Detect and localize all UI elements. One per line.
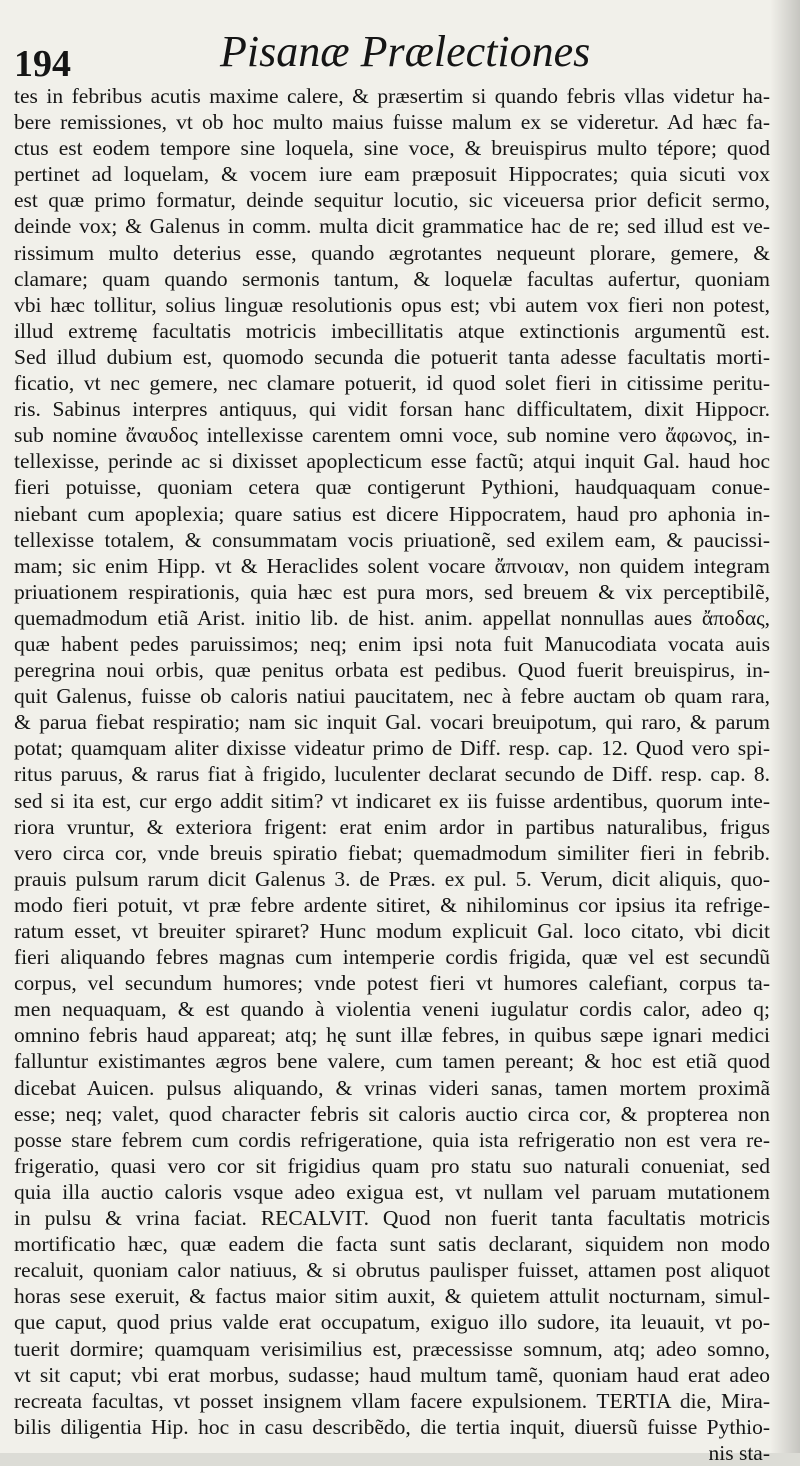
running-title: Pisanæ Prælectiones bbox=[220, 27, 591, 76]
text-line: deinde vox; & Galenus in comm. multa dicit grammatice hac de re; sed illud est ve- bbox=[14, 214, 770, 239]
text-line: est quæ primo formatur, deinde sequitur locutio, sic viceuersa prior deficit sermo, bbox=[14, 188, 770, 213]
text-line: niebant cum apoplexia; quare satius est dicere Hippocratem, haud pro aphonia in- bbox=[14, 501, 770, 526]
text-line: quia illa auctio caloris vsque adeo exigua est, vt nullam vel paruam mutationem bbox=[14, 1179, 770, 1204]
text-line: bilis diligentia Hip. hoc in casu describẽdo, die tertia inquit, diuersũ fuisse Pythio- bbox=[14, 1414, 770, 1439]
text-line: peregrina noui orbis, quæ penitus orbata est pedibus. Quod fuerit breuispirus, in- bbox=[14, 658, 770, 683]
text-line: pertinet ad loquelam, & vocem iure eam præposuit Hippocrates; quia sicuti vox bbox=[14, 162, 770, 187]
text-line: frigeratio, quasi vero cor sit frigidius quam pro statu suo naturali conueniat, sed bbox=[14, 1153, 770, 1178]
text-line: falluntur existimantes ægros bene valere, cum tamen pereant; & hoc est etiã quod bbox=[14, 1049, 770, 1074]
text-line: ctus est eodem tempore sine loquela, sine voce, & breuispirus multo tépore; quod bbox=[14, 136, 770, 161]
text-line: corpus, vel secundum humores; vnde potest fieri vt humores calefiant, corpus ta- bbox=[14, 971, 770, 996]
text-line: illud extremę facultatis motricis imbecillitatis atque extinctionis argumentũ est. bbox=[14, 318, 770, 343]
text-line: rissimum multo deterius esse, quando ægrotantes nequeunt plorare, gemere, & bbox=[14, 240, 770, 265]
body-text bbox=[14, 83, 770, 1466]
text-line: mortificatio hæc, quæ eadem die facta sunt satis declarant, siquidem non modo bbox=[14, 1232, 770, 1257]
page-edge-shadow bbox=[770, 0, 800, 1453]
text-line: priuationem respirationis, quia hæc est pura mors, sed breuem & vix perceptibilẽ, bbox=[14, 579, 770, 604]
text-line: nis sta- bbox=[708, 1440, 770, 1465]
text-line: ficatio, vt nec gemere, nec clamare potuerit, id quod solet fieri in citissime peritu- bbox=[14, 371, 770, 396]
text-line: omnino febris haud appareat; atq; hę sunt illæ febres, in quibus sæpe ignari medici bbox=[14, 1023, 770, 1048]
text-line: ritus paruus, & rarus fiat à frigido, luculenter declarat secundo de Diff. resp. cap. 8. bbox=[14, 762, 770, 787]
text-line: fieri aliquando febres magnas cum intemperie cordis frigida, quæ vel est secundũ bbox=[14, 945, 770, 970]
text-line: posse stare febrem cum cordis refrigeratione, quia ista refrigeratio non est vera re- bbox=[14, 1127, 770, 1152]
text-line: sed si ita est, cur ergo addit sitim? vt indicaret ex iis fuisse ardentibus, quorum inte- bbox=[14, 788, 770, 813]
text-line: recreata facultas, vt posset insignem vllam facere expulsionem. TERTIA die, Mira- bbox=[14, 1388, 770, 1413]
text-line: prauis pulsum rarum dicit Galenus 3. de Præs. ex pul. 5. Verum, dicit aliquis, quo- bbox=[14, 866, 770, 891]
text-line: vbi hæc tollitur, solius linguæ resolutionis opus est; vbi autem vox fieri non potest, bbox=[14, 292, 770, 317]
text-line: Sed illud dubium est, quomodo secunda die potuerit tanta adesse facultatis morti- bbox=[14, 344, 770, 369]
text-line: ris. Sabinus interpres antiquus, qui vidit forsan hanc difficultatem, dixit Hippocr. bbox=[14, 397, 770, 422]
running-head bbox=[10, 24, 770, 84]
text-line: in pulsu & vrina faciat. RECALVIT. Quod non fuerit tanta facultatis motricis bbox=[14, 1206, 770, 1231]
text-line: & parua fiebat respiratio; nam sic inquit Gal. vocari breuipotum, qui raro, & parum bbox=[14, 710, 770, 735]
text-line: quemadmodum etiã Arist. initio lib. de hist. anim. appellat nonnullas aues ἄποδας, bbox=[14, 605, 770, 630]
text-line: tellexisse, perinde ac si dixisset apoplecticum esse factũ; atqui inquit Gal. haud hoc bbox=[14, 449, 770, 474]
text-line: recaluit, quoniam calor natiuus, & si obrutus paulisper fuisset, attamen post aliquot bbox=[14, 1258, 770, 1283]
text-line: tellexisse totalem, & consummatam vocis priuationẽ, sed exilem eam, & paucissi- bbox=[14, 527, 770, 552]
text-line: ratum esset, vt breuiter spiraret? Hunc modum explicuit Gal. loco citato, vbi dicit bbox=[14, 919, 770, 943]
text-line: quit Galenus, fuisse ob caloris natiui paucitatem, nec à febre auctam ob quam rara, bbox=[14, 684, 770, 709]
text-line: sub nomine ἄναυδος intellexisse carentem omni voce, sub nomine vero ἄφωνος, in- bbox=[14, 423, 770, 448]
text-line: quæ habent pedes paruissimos; neq; enim ipsi nota fuit Manucodiata vocata auis bbox=[14, 631, 770, 656]
text-line: mam; sic enim Hipp. vt & Heraclides solent vocare ἄπνοιαν, non quidem integram bbox=[14, 553, 770, 578]
text-line: esse; neq; valet, quod character febris sit caloris auctio circa cor, & propterea non bbox=[14, 1101, 770, 1126]
text-line: potat; quamquam aliter dixisse videatur primo de Diff. resp. cap. 12. Quod vero spi- bbox=[14, 736, 770, 761]
text-line: dicebat Auicen. pulsus aliquando, & vrinas videri sanas, tamen mortem proximã bbox=[14, 1075, 770, 1100]
text-line: vt sit caput; vbi erat morbus, sudasse; haud multum tamẽ, quoniam haud erat adeo bbox=[14, 1362, 770, 1387]
text-line: tes in febribus acutis maxime calere, & præsertim si quando febris vllas videtur ha- bbox=[14, 84, 770, 108]
text-line: tuerit dormire; quamquam verisimilius est, præcessisse somnum, atq; adeo somno, bbox=[14, 1336, 770, 1361]
text-line: riora vruntur, & exteriora frigent: erat enim ardor in partibus naturalibus, frigus bbox=[14, 814, 770, 839]
text-line: bere remissiones, vt ob hoc multo maius fuisse malum ex se videretur. Ad hæc fa- bbox=[14, 110, 770, 135]
text-line: vero circa cor, vnde breuis spiratio fiebat; quemadmodum similiter fieri in febrib. bbox=[14, 840, 770, 865]
page-number: 194 bbox=[14, 43, 71, 85]
text-line: fieri potuisse, quoniam cetera quæ contigerunt Pythioni, haudquaquam conue- bbox=[14, 475, 770, 500]
text-line: men nequaquam, & est quando à violentia veneni iugulatur cordis calor, adeo q; bbox=[14, 997, 770, 1022]
text-line: horas sese exeruit, & factus maior sitim auxit, & quietem attulit nocturnam, simul- bbox=[14, 1284, 770, 1309]
text-line: clamare; quam quando sermonis tantum, & loquelæ facultas aufertur, quoniam bbox=[14, 266, 770, 291]
text-line: que caput, quod prius valde erat occupatum, exiguo illo sudore, ita leuauit, vt po- bbox=[14, 1310, 770, 1335]
text-line: modo fieri potuit, vt præ febre ardente sitiret, & nihilominus cor ipsius ita refrige- bbox=[14, 892, 770, 917]
